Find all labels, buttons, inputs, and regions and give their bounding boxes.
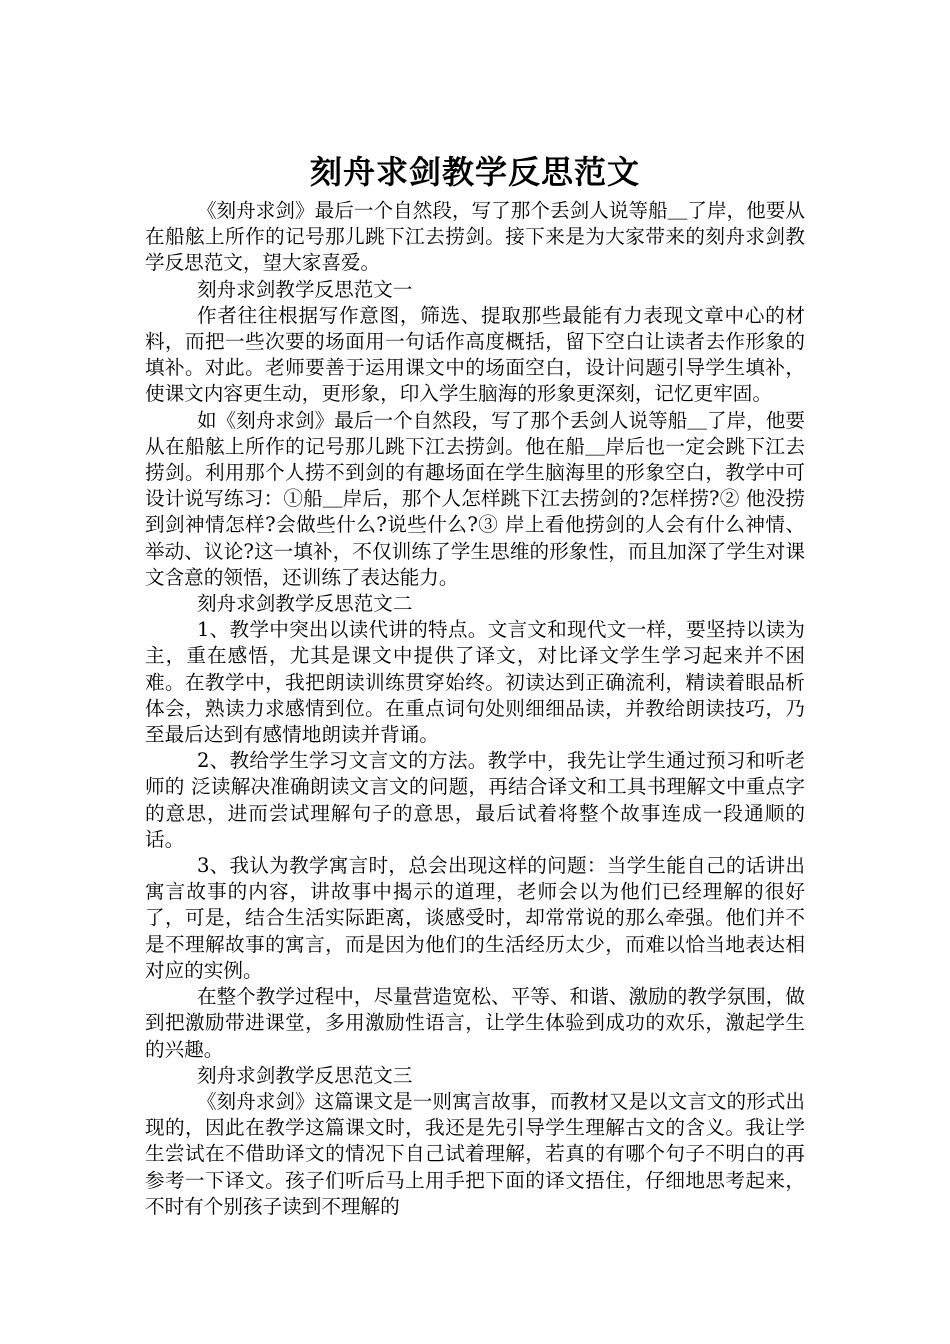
section3-paragraph-1: 《刻舟求剑》这篇课文是一则寓言故事，而教材又是以文言文的形式出现的，因此在教学这篇课文时，我还是先引导学生理解古文的含义。我让学生尝试在不借助译文的情况下自己试着理解，若真的有哪个句子不明白的再参考一下译文。孩子们听后马上用手把下面的译文捂住，仔细地思考起来，不时有个别孩子读到不理解的 bbox=[145, 1089, 805, 1218]
section2-paragraph-2: 2、教给学生学习文言文的方法。教学中，我先让学生通过预习和听老师的 泛读解决准确朗读文言文的问题，再结合译文和工具书理解文中重点字的意思，进而尝试理解句子的意思，最后试着将整个故事连成一段通顺的话。 bbox=[145, 749, 805, 851]
section-heading-3: 刻舟求剑教学反思范文三 bbox=[196, 1063, 413, 1087]
section-heading-1: 刻舟求剑教学反思范文一 bbox=[196, 277, 413, 301]
intro-paragraph: 《刻舟求剑》最后一个自然段，写了那个丢剑人说等船＿了岸，他要从在船舷上所作的记号那儿跳下江去捞剑。接下来是为大家带来的刻舟求剑教学反思范文，望大家喜爱。 bbox=[145, 199, 805, 275]
section1-paragraph-2: 如《刻舟求剑》最后一个自然段，写了那个丢剑人说等船＿了岸，他要从在船舷上所作的记号那儿跳下江去捞剑。他在船＿岸后也一定会跳下江去捞剑。利用那个人捞不到剑的有趣场面在学生脑海里的形象空白，教学中可设计说写练习：①船＿岸后，那个人怎样跳下江去捞剑的?怎样捞?② 他没捞到剑神情怎样?会做些什么?说些什么?③ 岸上看他捞剑的人会有什么神情、举动、议论?这一填补，不仅训练了学生思维的形象性，而且加深了学生对课文含意的领悟，还训练了表达能力。 bbox=[145, 408, 805, 589]
section2-paragraph-4: 在整个教学过程中，尽量营造宽松、平等、和谐、激励的教学氛围，做到把激励带进课堂，多用激励性语言，让学生体验到成功的欢乐，激起学生的兴趣。 bbox=[145, 985, 805, 1061]
document-body bbox=[145, 198, 805, 1220]
section2-paragraph-1: 1、教学中突出以读代讲的特点。文言文和现代文一样，要坚持以读为主，重在感悟，尤其是课文中提供了译文，对比译文学生学习起来并不困难。在教学中，我把朗读训练贯穿始终。初读达到正确流利，精读着眼品析体会，熟读力求感情到位。在重点词句处则细细品读，并教给朗读技巧，乃至最后达到有感情地朗读并背诵。 bbox=[145, 618, 805, 747]
section-heading-2: 刻舟求剑教学反思范文二 bbox=[196, 592, 413, 616]
section1-paragraph-1: 作者往往根据写作意图，筛选、提取那些最能有力表现文章中心的材料，而把一些次要的场面用一句话作高度概括，留下空白让读者去作形象的填补。对此。老师要善于运用课文中的场面空白，设计问题引导学生填补，使课文内容更生动，更形象，印入学生脑海的形象更深刻，记忆更牢固。 bbox=[145, 303, 805, 406]
section2-paragraph-3: 3、我认为教学寓言时，总会出现这样的问题：当学生能自己的话讲出寓言故事的内容，讲故事中揭示的道理，老师会以为他们已经理解的很好了，可是，结合生活实际距离，谈感受时，却常常说的那么牵强。他们并不是不理解故事的寓言，而是因为他们的生活经历太少，而难以恰当地表达相对应的实例。 bbox=[145, 854, 805, 982]
document-title: 刻舟求剑教学反思范文 bbox=[309, 153, 640, 192]
